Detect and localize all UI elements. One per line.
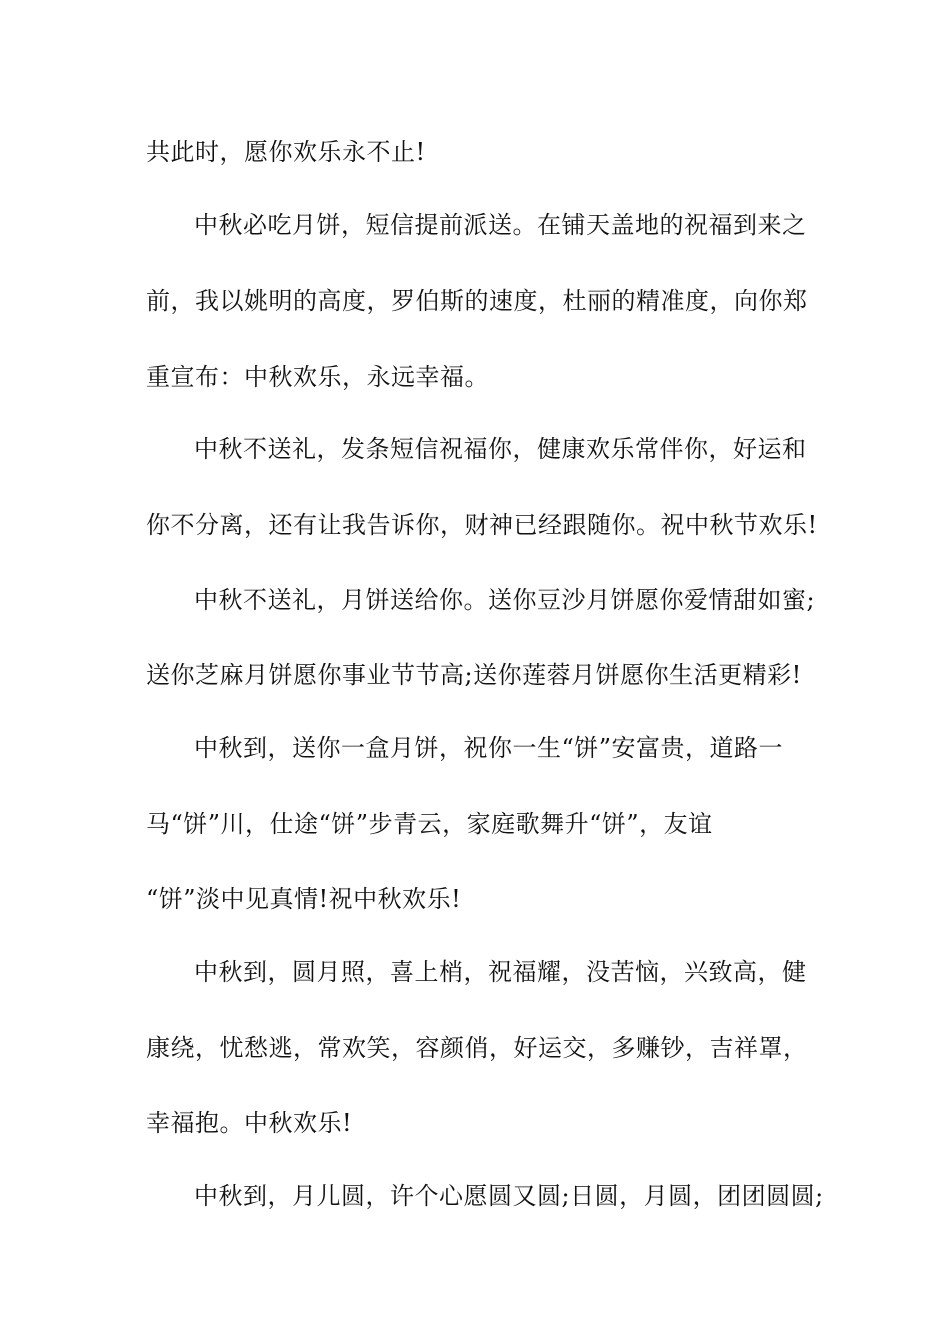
text-line: 送你芝麻月饼愿你事业节节高;送你莲蓉月饼愿你生活更精彩! [146,661,802,689]
paragraph-first-line: 中秋不送礼，月饼送给你。送你豆沙月饼愿你爱情甜如蜜; [194,586,816,614]
paragraph-first-line: 中秋到，送你一盒月饼，祝你一生“饼”安富贵，道路一 [194,734,784,762]
text-line: 幸福抱。中秋欢乐! [146,1109,353,1137]
text-line: “饼”淡中见真情!祝中秋欢乐! [146,885,462,913]
paragraph-first-line: 中秋不送礼，发条短信祝福你，健康欢乐常伴你，好运和 [194,435,807,463]
paragraph-first-line: 中秋必吃月饼，短信提前派送。在铺天盖地的祝福到来之 [194,211,807,239]
text-line: 康绕，忧愁逃，常欢笑，容颜俏，好运交，多赚钞，吉祥罩， [146,1034,808,1062]
text-line: 前，我以姚明的高度，罗伯斯的速度，杜丽的精准度，向你郑 [146,287,808,315]
text-line: 共此时，愿你欢乐永不止! [146,138,426,166]
paragraph-first-line: 中秋到，月儿圆，许个心愿圆又圆;日圆，月圆，团团圆圆; [194,1182,824,1210]
text-line: 重宣布：中秋欢乐，永远幸福。 [146,363,489,391]
text-line: 马“饼”川，仕途“饼”步青云，家庭歌舞升“饼”，友谊 [146,810,713,838]
paragraph-first-line: 中秋到，圆月照，喜上梢，祝福耀，没苦恼，兴致高，健 [194,958,807,986]
text-line: 你不分离，还有让我告诉你，财神已经跟随你。祝中秋节欢乐! [146,511,818,539]
